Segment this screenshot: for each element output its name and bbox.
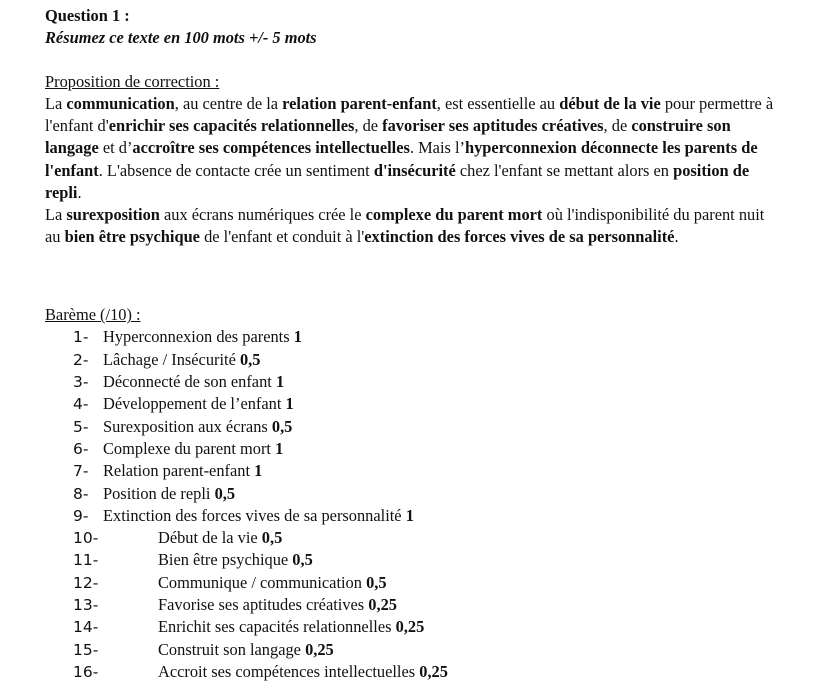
bold-phrase: relation parent-enfant [282, 94, 437, 113]
bareme-item-label: Hyperconnexion des parents [103, 327, 290, 347]
bareme-item [45, 393, 814, 415]
bareme-list [45, 326, 814, 683]
bold-phrase: bien être psychique [64, 227, 200, 247]
text-run: . Mais l’ [409, 138, 465, 158]
bareme-item-points: 1 [293, 327, 302, 347]
bareme-item-number: 3- [73, 373, 89, 392]
spacer [45, 248, 814, 292]
text-run: . [77, 182, 82, 202]
bareme-item-label: Extinction des forces vives de sa personnalité [103, 505, 402, 525]
text-run: et d’ [98, 138, 133, 158]
bareme-item-number: 9- [73, 506, 89, 525]
bareme-item-label: Position de repli [103, 483, 211, 503]
bareme-item-text-wrap [103, 460, 262, 482]
bareme-item [45, 326, 814, 348]
bareme-item-text-wrap [158, 639, 334, 661]
bold-phrase: construire son langage [45, 116, 731, 158]
bold-phrase: complexe du parent mort [365, 205, 543, 225]
bareme-item-text-wrap [158, 527, 282, 549]
bold-phrase: communication [66, 94, 175, 113]
bareme-item-label: Début de la vie [158, 528, 258, 548]
bareme-item-points: 1 [275, 438, 284, 458]
bold-phrase: enrichir ses capacités relationnelles [108, 116, 355, 136]
bareme-item [45, 661, 814, 683]
correction-paragraph-1 [45, 93, 775, 204]
bold-phrase: extinction des forces vives de sa personnalité [364, 227, 675, 247]
bareme-item-points: 1 [275, 372, 285, 392]
bold-phrase: d'insécurité [373, 160, 456, 180]
bareme-item-points: 1 [285, 394, 294, 414]
bareme-item-text-wrap [158, 572, 387, 594]
bareme-item-points: 0,5 [239, 349, 261, 369]
bareme-item [45, 527, 814, 549]
text-run: , au centre de la [174, 94, 283, 113]
bold-phrase: favoriser ses aptitudes créatives [382, 116, 604, 136]
bareme-item [45, 639, 814, 661]
bareme-label: Barème (/10) : [45, 305, 141, 325]
bareme-item [45, 549, 814, 571]
bareme-item-number: 7- [73, 462, 89, 481]
bareme-item [45, 349, 814, 371]
text-run: , est essentielle au [436, 94, 560, 113]
bareme-item-number: 8- [73, 484, 89, 503]
bareme-item-points: 0,25 [368, 594, 397, 614]
bareme-item-text-wrap [103, 326, 302, 348]
bareme-item-label: Surexposition aux écrans [103, 416, 268, 436]
bareme-item [45, 438, 814, 460]
bareme-item-label: Développement de l’enfant [103, 394, 282, 414]
bareme-item-number: 2- [73, 350, 89, 369]
bareme-item-number: 13- [73, 595, 99, 614]
bareme-item-points: 1 [254, 461, 263, 481]
spacer [45, 49, 814, 71]
bold-phrase: accroître ses compétences intellectuelles [132, 138, 410, 158]
bareme-item-label: Complexe du parent mort [103, 438, 271, 458]
bareme-item-text-wrap [158, 616, 424, 638]
text-run: . L'absence de contacte crée un sentiment [98, 160, 374, 180]
bareme-item-points: 0,5 [214, 483, 236, 503]
bareme-item-label: Bien être psychique [158, 550, 289, 570]
text-run: où l'indisponibilité du parent nuit au [45, 205, 765, 247]
bareme-item-label: Relation parent-enfant [103, 461, 250, 481]
bold-phrase: position de repli [45, 160, 750, 202]
bareme-item-text-wrap [103, 349, 260, 371]
bareme-item-text-wrap [103, 505, 414, 527]
bareme-item-number: 10- [73, 529, 99, 548]
bareme-item-text-wrap [103, 393, 294, 415]
text-run: , de [603, 116, 632, 136]
question-instruction: Résumez ce texte en 100 mots +/- 5 mots [45, 28, 317, 47]
bareme-item-number: 6- [73, 439, 89, 458]
bareme-item-points: 0,5 [366, 572, 387, 592]
bareme-item-label: Accroit ses compétences intellectuelles [158, 661, 416, 681]
text-run: La [45, 94, 67, 113]
text-run: chez l'enfant se mettant alors en [455, 160, 674, 180]
bareme-item-number: 5- [73, 417, 89, 436]
bareme-item-number: 12- [73, 573, 99, 592]
bareme-item-points: 0,5 [292, 550, 313, 570]
bareme-item-number: 11- [73, 551, 99, 570]
bareme-item-text-wrap [158, 549, 313, 571]
bareme-item-number: 4- [73, 395, 89, 414]
bareme-item [45, 460, 814, 482]
bareme-item-number: 14- [73, 618, 99, 637]
bold-phrase: surexposition [66, 205, 160, 225]
correction-paragraph-2 [45, 204, 775, 248]
bareme-item-points: 1 [405, 505, 414, 525]
text-run: pour permettre à l'enfant d' [45, 94, 774, 136]
bareme-item [45, 572, 814, 594]
text-run: aux écrans numériques crée le [159, 205, 366, 225]
bareme-item-text-wrap [103, 483, 235, 505]
text-run: La [45, 205, 67, 225]
bareme-item-label: Favorise ses aptitudes créatives [158, 594, 365, 614]
bareme-item-points: 0,25 [419, 661, 448, 681]
bareme-item-text-wrap [103, 438, 283, 460]
bareme-item-label: Communique / communication [158, 572, 362, 592]
correction-label: Proposition de correction : [45, 72, 220, 91]
bold-phrase: hyperconnexion déconnecte les parents de l'enfant [45, 138, 758, 180]
bareme-item-points: 0,5 [261, 528, 283, 548]
bareme-item-label: Enrichit ses capacités relationnelles [158, 617, 392, 637]
bareme-item [45, 483, 814, 505]
text-run: . [674, 227, 679, 247]
bareme-item [45, 371, 814, 393]
bareme-item-number: 15- [73, 640, 99, 659]
text-run: de l'enfant et conduit à l' [199, 227, 365, 247]
bareme-item-points: 0,5 [271, 416, 293, 436]
bareme-item-text-wrap [158, 661, 448, 683]
bareme-item-text-wrap [158, 594, 397, 616]
bareme-item [45, 505, 814, 527]
bareme-item-label: Construit son langage [158, 639, 301, 659]
bareme-item [45, 594, 814, 616]
bareme-item-points: 0,25 [395, 617, 425, 637]
bareme-item-text-wrap [103, 416, 292, 438]
bareme-item-label: Lâchage / Insécurité [103, 349, 236, 369]
text-run: , de [354, 116, 383, 136]
bareme-item-label: Déconnecté de son enfant [103, 372, 272, 392]
bareme-item-number: 1- [73, 328, 89, 347]
bold-phrase: début de la vie [559, 94, 661, 113]
bareme-item-points: 0,25 [305, 639, 334, 659]
bareme-item-number: 16- [73, 662, 99, 681]
bareme-item [45, 616, 814, 638]
question-title: Question 1 : [45, 6, 130, 25]
bareme-item [45, 416, 814, 438]
bareme-item-text-wrap [103, 371, 284, 393]
